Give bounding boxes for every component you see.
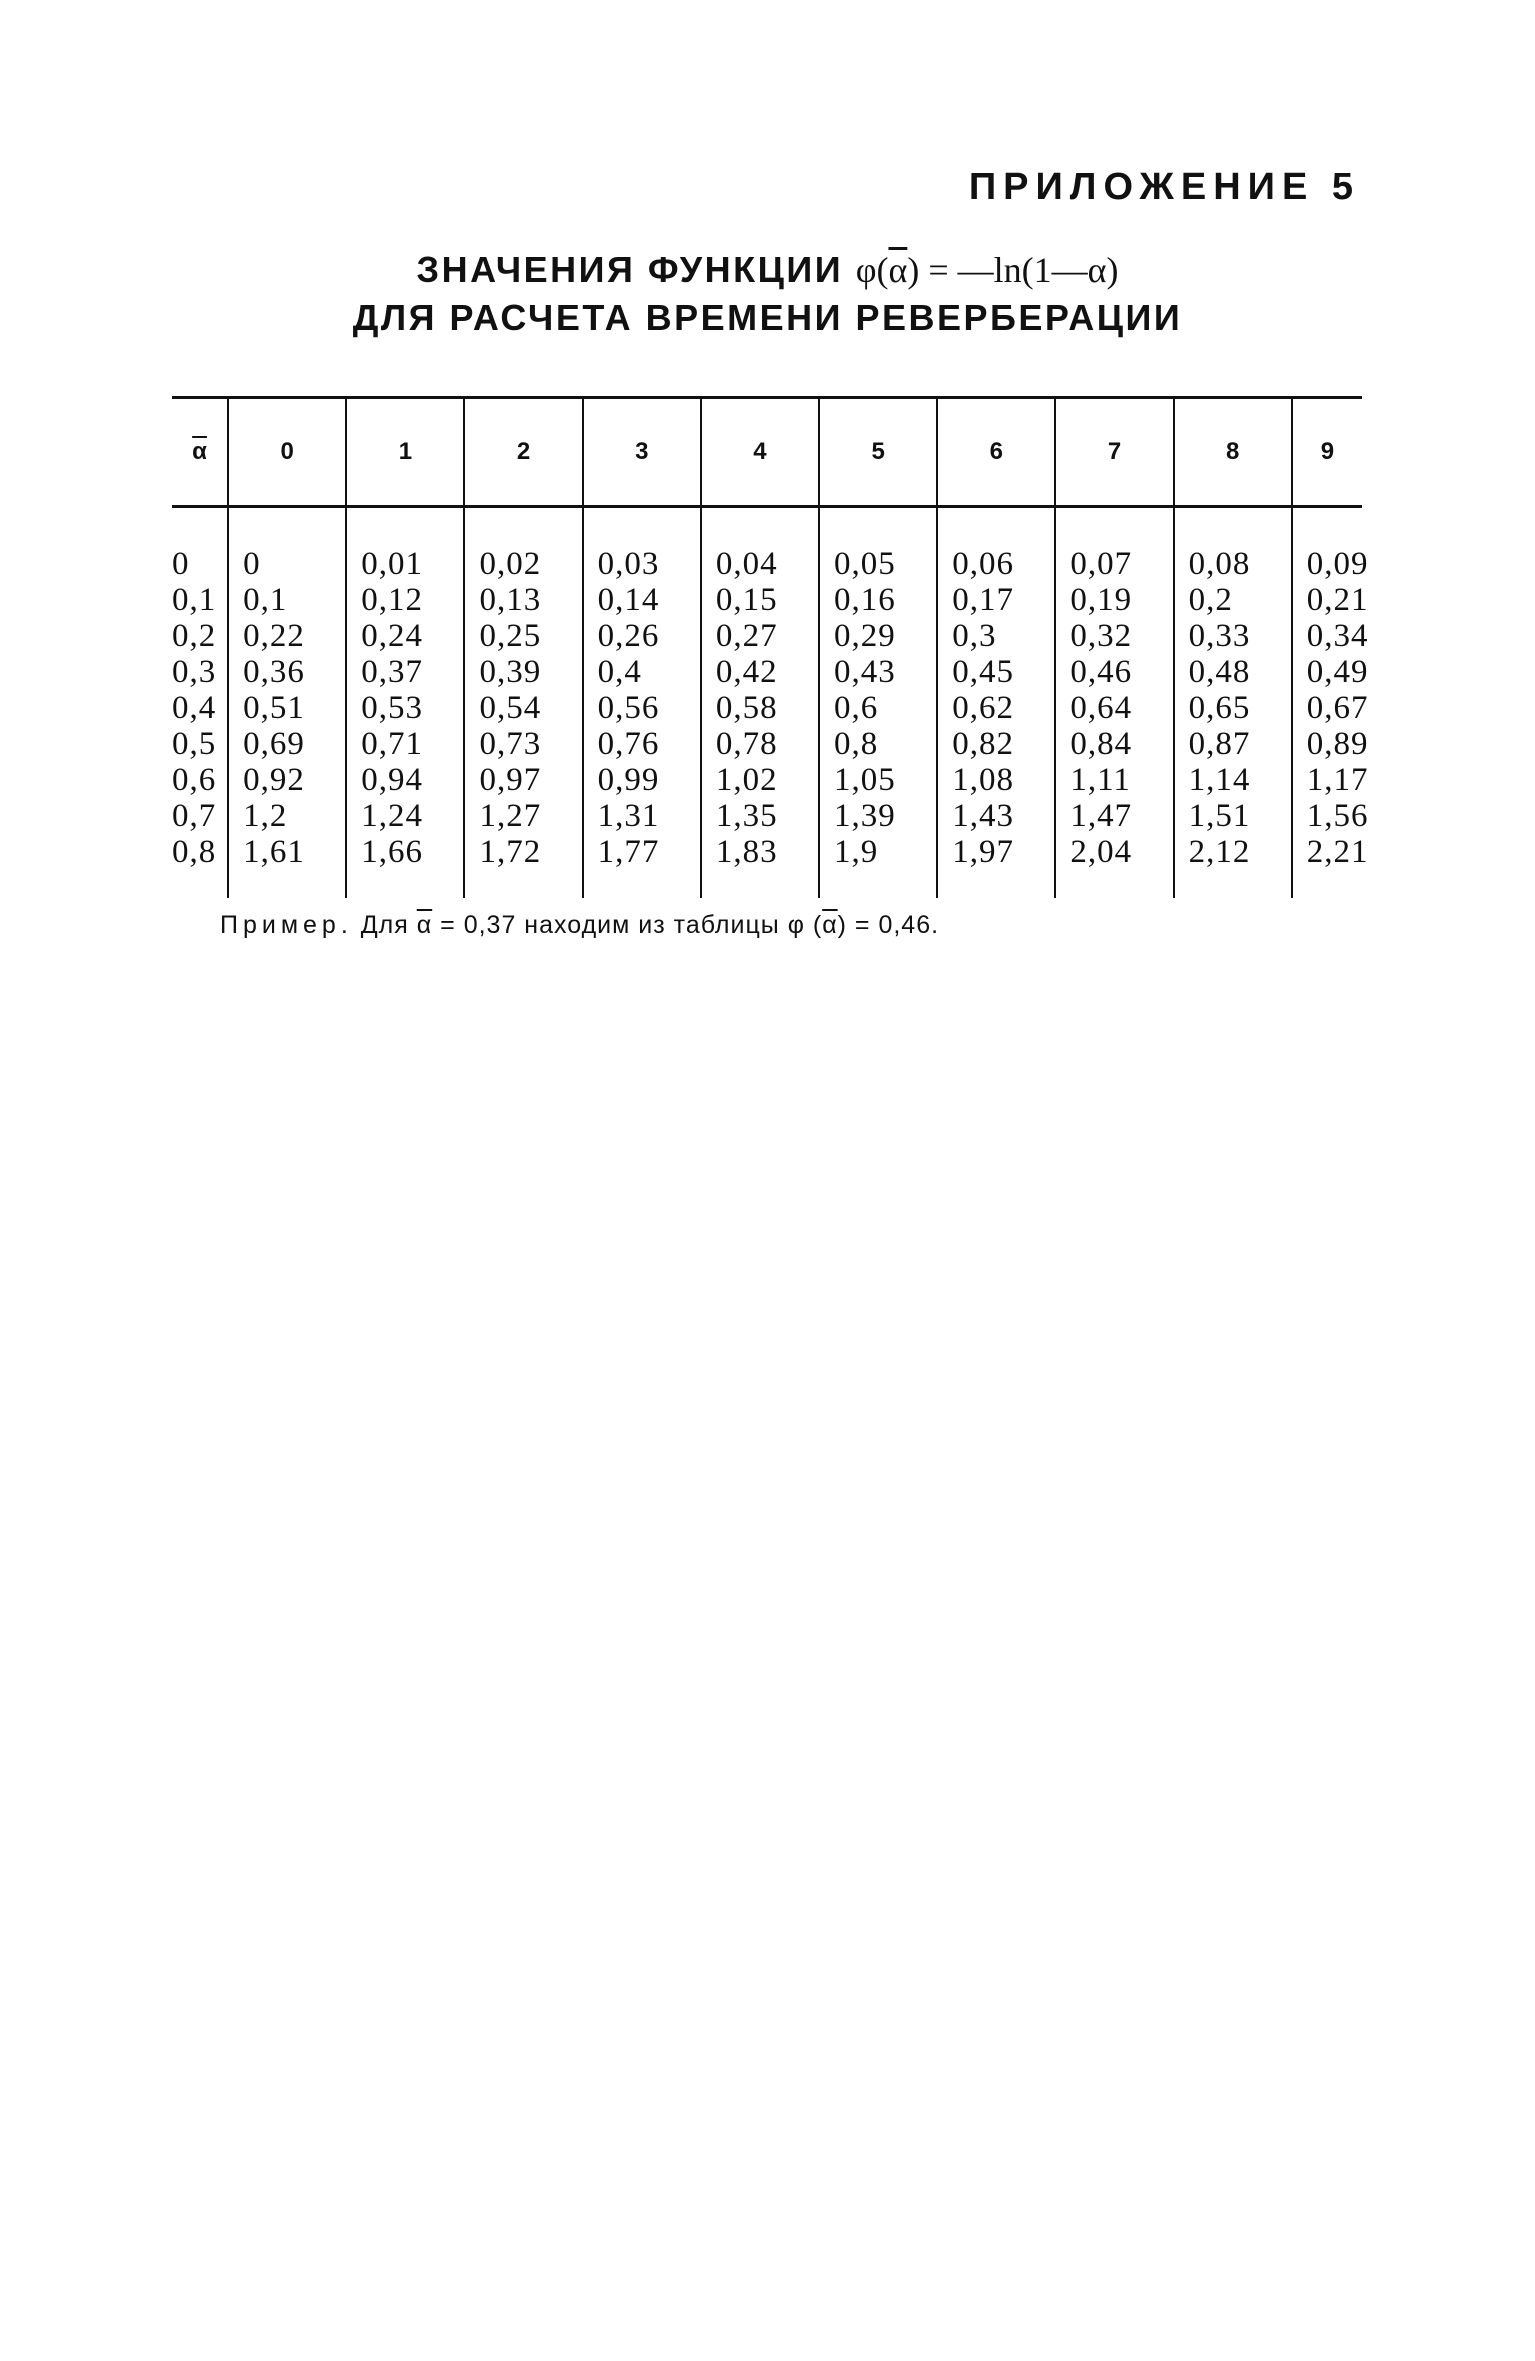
table-row [172,654,1362,690]
table-cell: 1,27 [464,798,582,834]
table-cell: 1,72 [464,834,582,898]
table-cell: 1,17 [1292,762,1362,798]
table-cell: 0,16 [819,582,937,618]
example-text-before: Для [360,911,409,939]
example-text-after: ) = 0,46. [837,911,940,939]
title-line-1 [0,246,1535,294]
table-cell: 0,37 [346,654,464,690]
table-cell: 0,99 [583,762,701,798]
table-cell: 0,84 [1055,726,1173,762]
table-cell: 0,71 [346,726,464,762]
table-cell: 0,48 [1174,654,1292,690]
row-label: 0,2 [172,618,217,654]
table-cell: 0,87 [1174,726,1292,762]
table-cell: 0,32 [1055,618,1173,654]
row-label: 0 [172,546,190,582]
table-cell: 0,39 [464,654,582,690]
table-cell: 0,21 [1292,582,1362,618]
table-cell: 1,9 [819,834,937,898]
table-row [172,834,1362,898]
table-row [172,690,1362,726]
table-cell: 0,22 [228,618,346,654]
table-cell: 0,3 [937,618,1055,654]
table-row [172,798,1362,834]
title-line-1-text: ЗНАЧЕНИЯ ФУНКЦИИ [416,249,844,290]
table-cell: 1,77 [583,834,701,898]
table-cell: 1,02 [701,762,819,798]
table-cell: 0,02 [464,507,582,583]
formula-arg: α [888,250,908,290]
table-cell: 1,47 [1055,798,1173,834]
table-cell: 0,09 [1292,507,1362,583]
table-cell: 0,07 [1055,507,1173,583]
row-label: 0,4 [172,690,217,726]
table-cell: 0,43 [819,654,937,690]
table-cell: 0,49 [1292,654,1362,690]
appendix-label: ПРИЛОЖЕНИЕ 5 [968,166,1360,208]
table-body [172,507,1369,899]
row-label: 0,7 [172,798,217,834]
table-cell: 1,39 [819,798,937,834]
header-col-4: 4 [701,398,819,507]
table-cell: 1,56 [1292,798,1362,834]
table-cell: 0,62 [937,690,1055,726]
table-cell: 0,15 [701,582,819,618]
table-cell: 0,17 [937,582,1055,618]
table-cell: 0,8 [819,726,937,762]
table-cell: 0,14 [583,582,701,618]
table-cell: 0,12 [346,582,464,618]
table-cell: 0,2 [1174,582,1292,618]
page-title [0,246,1535,342]
table-cell: 0,33 [1174,618,1292,654]
header-col-6: 6 [937,398,1055,507]
title-formula [856,250,1119,290]
function-table [172,396,1369,898]
row-label: 0,1 [172,582,217,618]
table-cell: 1,08 [937,762,1055,798]
table-cell: 0,08 [1174,507,1292,583]
table-cell: 0,13 [464,582,582,618]
table-cell: 0,54 [464,690,582,726]
table-cell: 1,97 [937,834,1055,898]
table-cell: 0,51 [228,690,346,726]
table-row [172,582,1362,618]
header-col-8: 8 [1174,398,1292,507]
table-cell: 0,05 [819,507,937,583]
table-cell: 1,51 [1174,798,1292,834]
table-cell: 0,94 [346,762,464,798]
table-cell: 0,82 [937,726,1055,762]
table-cell: 0,34 [1292,618,1362,654]
title-line-2: ДЛЯ РАСЧЕТА ВРЕМЕНИ РЕВЕРБЕРАЦИИ [352,297,1183,338]
table-cell: 0,53 [346,690,464,726]
table-cell: 1,66 [346,834,464,898]
table-cell: 0,65 [1174,690,1292,726]
header-col-3: 3 [583,398,701,507]
table-cell: 0,03 [583,507,701,583]
table-cell: 1,11 [1055,762,1173,798]
table-cell: 0,58 [701,690,819,726]
example-note [220,911,939,940]
table-cell: 1,35 [701,798,819,834]
table-cell: 0,06 [937,507,1055,583]
table-cell: 0,64 [1055,690,1173,726]
table-cell: 1,24 [346,798,464,834]
table-cell: 0,24 [346,618,464,654]
table-cell: 1,43 [937,798,1055,834]
header-col-1: 1 [346,398,464,507]
table-cell: 0,73 [464,726,582,762]
table-cell: 1,14 [1174,762,1292,798]
table-cell: 0,4 [583,654,701,690]
table-cell: 0,19 [1055,582,1173,618]
table-cell: 0 [228,507,346,583]
table-cell: 0,25 [464,618,582,654]
table-cell: 1,2 [228,798,346,834]
table-cell: 0,01 [346,507,464,583]
table-row [172,726,1362,762]
table-cell: 0,56 [583,690,701,726]
table-cell: 0,46 [1055,654,1173,690]
row-label: 0,6 [172,762,217,798]
table-cell: 0,92 [228,762,346,798]
table-cell: 0,89 [1292,726,1362,762]
table-cell: 0,04 [701,507,819,583]
table-cell: 0,36 [228,654,346,690]
formula-rest: ) = —ln(1—α) [907,250,1119,290]
table-cell: 0,27 [701,618,819,654]
table-header-row [172,398,1362,507]
table-cell: 1,05 [819,762,937,798]
formula-phi: φ( [855,250,889,290]
table-cell: 2,21 [1292,834,1362,898]
table-cell: 0,69 [228,726,346,762]
header-col-7: 7 [1055,398,1173,507]
row-label: 0,3 [172,654,217,690]
table-cell: 1,83 [701,834,819,898]
header-col-0: 0 [228,398,346,507]
table-cell: 2,12 [1174,834,1292,898]
table-cell: 0,45 [937,654,1055,690]
example-symbol: $\overline{\alpha}$ [416,911,433,939]
table-cell: 0,6 [819,690,937,726]
header-alpha-corner: $\overline{\alpha}$ [192,438,207,465]
table-cell: 0,29 [819,618,937,654]
table-row [172,507,1362,583]
example-symbol-2: $\overline{\alpha}$ [822,911,838,939]
table-cell: 0,1 [228,582,346,618]
table-row [172,618,1362,654]
table-row [172,762,1362,798]
table-cell: 0,78 [701,726,819,762]
table-cell: 0,26 [583,618,701,654]
example-text-middle: = 0,37 находим из таблицы φ ( [440,911,823,939]
header-col-2: 2 [464,398,582,507]
header-col-5: 5 [819,398,937,507]
table-cell: 0,97 [464,762,582,798]
table-cell: 2,04 [1055,834,1173,898]
function-table-container [172,396,1369,898]
table-cell: 0,42 [701,654,819,690]
table-cell: 1,31 [583,798,701,834]
table-cell: 0,67 [1292,690,1362,726]
row-label: 0,5 [172,726,217,762]
table-cell: 0,76 [583,726,701,762]
table-cell: 1,61 [228,834,346,898]
header-col-9: 9 [1292,398,1362,507]
row-label: 0,8 [172,834,217,870]
example-label: Пример. [220,911,353,939]
